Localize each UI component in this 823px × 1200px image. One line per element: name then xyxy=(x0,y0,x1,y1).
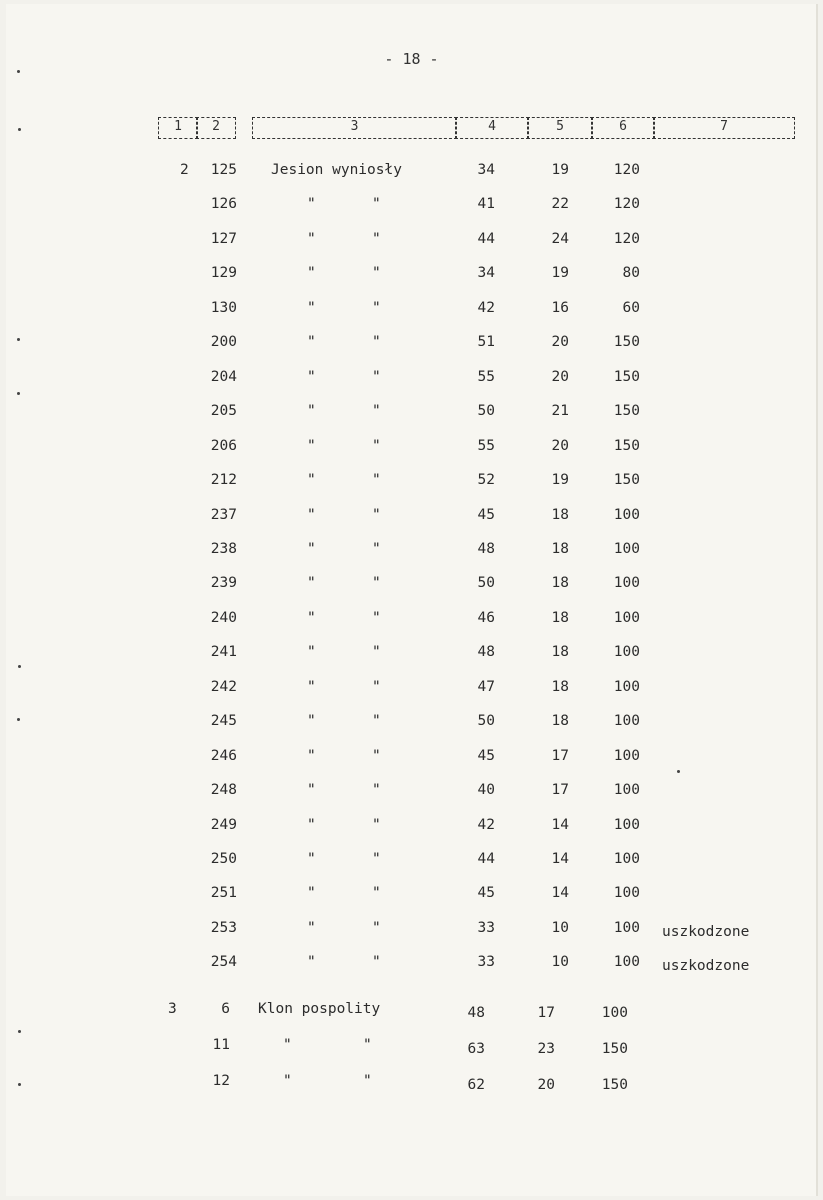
page-number: - 18 - xyxy=(384,50,439,68)
col6-value: 150 xyxy=(613,369,640,385)
col4-value: 50 xyxy=(477,713,495,729)
col4-value: 45 xyxy=(477,748,495,764)
tree-id: 130 xyxy=(210,300,237,316)
column-header-7: 7 xyxy=(653,117,795,139)
ditto-mark: " xyxy=(307,885,316,901)
col4-value: 62 xyxy=(467,1077,485,1093)
col6-value: 120 xyxy=(613,231,640,247)
ditto-mark: " xyxy=(307,713,316,729)
tree-id: 240 xyxy=(210,610,237,626)
ditto-mark: " xyxy=(372,954,381,970)
scan-speck xyxy=(17,392,20,395)
ditto-mark: " xyxy=(372,541,381,557)
col5-value: 23 xyxy=(537,1041,555,1057)
species-name: Jesion wyniosły xyxy=(271,162,402,178)
ditto-mark: " xyxy=(307,231,316,247)
col4-value: 34 xyxy=(477,265,495,281)
col6-value: 100 xyxy=(613,817,640,833)
ditto-mark: " xyxy=(307,438,316,454)
col5-value: 19 xyxy=(551,162,569,178)
col4-value: 42 xyxy=(477,817,495,833)
tree-id: 246 xyxy=(210,748,237,764)
col4-value: 52 xyxy=(477,472,495,488)
col5-value: 14 xyxy=(551,851,569,867)
col6-value: 120 xyxy=(613,162,640,178)
scan-speck xyxy=(677,770,680,773)
ditto-mark: " xyxy=(372,403,381,419)
ditto-mark: " xyxy=(307,575,316,591)
tree-id: 127 xyxy=(210,231,237,247)
column-header-2: 2 xyxy=(196,117,236,139)
col5-value: 21 xyxy=(551,403,569,419)
col4-value: 48 xyxy=(477,541,495,557)
col4-value: 46 xyxy=(477,610,495,626)
tree-id: 249 xyxy=(210,817,237,833)
ditto-mark: " xyxy=(372,300,381,316)
col5-value: 19 xyxy=(551,265,569,281)
col5-value: 17 xyxy=(537,1005,555,1021)
tree-id: 6 xyxy=(221,1001,230,1017)
ditto-mark: " xyxy=(372,748,381,764)
ditto-mark: " xyxy=(307,300,316,316)
col6-value: 100 xyxy=(601,1005,628,1021)
col5-value: 24 xyxy=(551,231,569,247)
col6-value: 150 xyxy=(601,1041,628,1057)
tree-id: 239 xyxy=(210,575,237,591)
col4-value: 48 xyxy=(467,1005,485,1021)
col4-value: 33 xyxy=(477,954,495,970)
column-header-3: 3 xyxy=(252,117,457,139)
ditto-mark: " xyxy=(372,851,381,867)
tree-id: 126 xyxy=(210,196,237,212)
col4-value: 44 xyxy=(477,231,495,247)
col5-value: 19 xyxy=(551,472,569,488)
column-header-1: 1 xyxy=(158,117,198,139)
col5-value: 20 xyxy=(537,1077,555,1093)
col5-value: 17 xyxy=(551,782,569,798)
tree-id: 237 xyxy=(210,507,237,523)
tree-id: 253 xyxy=(210,920,237,936)
remark: uszkodzone xyxy=(662,924,750,940)
scan-speck xyxy=(18,1083,21,1086)
scan-speck xyxy=(18,1030,21,1033)
ditto-mark: " xyxy=(307,748,316,764)
column-header-4: 4 xyxy=(455,117,529,139)
ditto-mark: " xyxy=(372,782,381,798)
ditto-mark: " xyxy=(372,610,381,626)
ditto-mark: " xyxy=(372,507,381,523)
ditto-mark: " xyxy=(307,782,316,798)
tree-id: 206 xyxy=(210,438,237,454)
col4-value: 55 xyxy=(477,438,495,454)
ditto-mark: " xyxy=(372,196,381,212)
ditto-mark: " xyxy=(307,196,316,212)
col6-value: 100 xyxy=(613,644,640,660)
ditto-mark: " xyxy=(372,472,381,488)
ditto-mark: " xyxy=(307,954,316,970)
ditto-mark: " xyxy=(307,265,316,281)
scan-speck xyxy=(17,70,20,73)
scan-speck xyxy=(18,665,21,668)
tree-id: 245 xyxy=(210,713,237,729)
col6-value: 100 xyxy=(613,851,640,867)
tree-id: 254 xyxy=(210,954,237,970)
col4-value: 63 xyxy=(467,1041,485,1057)
col4-value: 45 xyxy=(477,885,495,901)
col5-value: 18 xyxy=(551,507,569,523)
scan-speck xyxy=(17,718,20,721)
tree-id: 11 xyxy=(212,1037,230,1053)
ditto-mark: " xyxy=(372,885,381,901)
tree-id: 250 xyxy=(210,851,237,867)
tree-id: 204 xyxy=(210,369,237,385)
tree-id: 251 xyxy=(210,885,237,901)
col6-value: 80 xyxy=(622,265,640,281)
tree-id: 241 xyxy=(210,644,237,660)
tree-id: 125 xyxy=(210,162,237,178)
ditto-mark: " xyxy=(307,610,316,626)
tree-id: 238 xyxy=(210,541,237,557)
col6-value: 120 xyxy=(613,196,640,212)
group-number: 2 xyxy=(180,162,189,178)
tree-id: 212 xyxy=(210,472,237,488)
column-header-6: 6 xyxy=(591,117,655,139)
col6-value: 100 xyxy=(613,541,640,557)
col5-value: 18 xyxy=(551,575,569,591)
col6-value: 100 xyxy=(613,610,640,626)
col4-value: 40 xyxy=(477,782,495,798)
col6-value: 100 xyxy=(613,679,640,695)
tree-id: 242 xyxy=(210,679,237,695)
ditto-mark: " xyxy=(372,575,381,591)
col5-value: 14 xyxy=(551,885,569,901)
col5-value: 14 xyxy=(551,817,569,833)
ditto-mark: " xyxy=(363,1037,372,1053)
col6-value: 100 xyxy=(613,885,640,901)
tree-id: 12 xyxy=(212,1073,230,1089)
col6-value: 60 xyxy=(622,300,640,316)
col4-value: 33 xyxy=(477,920,495,936)
ditto-mark: " xyxy=(283,1037,292,1053)
ditto-mark: " xyxy=(372,817,381,833)
col6-value: 100 xyxy=(613,713,640,729)
ditto-mark: " xyxy=(372,265,381,281)
col6-value: 150 xyxy=(613,438,640,454)
col4-value: 44 xyxy=(477,851,495,867)
ditto-mark: " xyxy=(372,679,381,695)
col5-value: 18 xyxy=(551,541,569,557)
col6-value: 100 xyxy=(613,507,640,523)
ditto-mark: " xyxy=(372,438,381,454)
ditto-mark: " xyxy=(363,1073,372,1089)
tree-id: 129 xyxy=(210,265,237,281)
ditto-mark: " xyxy=(307,817,316,833)
tree-id: 200 xyxy=(210,334,237,350)
col6-value: 150 xyxy=(613,472,640,488)
scan-speck xyxy=(17,338,20,341)
col4-value: 51 xyxy=(477,334,495,350)
ditto-mark: " xyxy=(307,679,316,695)
ditto-mark: " xyxy=(307,920,316,936)
col5-value: 20 xyxy=(551,334,569,350)
ditto-mark: " xyxy=(283,1073,292,1089)
ditto-mark: " xyxy=(372,334,381,350)
col5-value: 18 xyxy=(551,713,569,729)
scan-speck xyxy=(18,128,21,131)
col6-value: 100 xyxy=(613,954,640,970)
document-page xyxy=(6,4,818,1196)
column-header-5: 5 xyxy=(527,117,593,139)
col5-value: 10 xyxy=(551,920,569,936)
col4-value: 50 xyxy=(477,575,495,591)
col4-value: 55 xyxy=(477,369,495,385)
col6-value: 150 xyxy=(613,334,640,350)
col6-value: 100 xyxy=(613,575,640,591)
ditto-mark: " xyxy=(307,541,316,557)
ditto-mark: " xyxy=(307,472,316,488)
col5-value: 18 xyxy=(551,644,569,660)
ditto-mark: " xyxy=(372,920,381,936)
ditto-mark: " xyxy=(372,644,381,660)
col4-value: 47 xyxy=(477,679,495,695)
ditto-mark: " xyxy=(307,334,316,350)
col6-value: 150 xyxy=(613,403,640,419)
col5-value: 18 xyxy=(551,679,569,695)
col4-value: 45 xyxy=(477,507,495,523)
species-name: Klon pospolity xyxy=(258,1001,381,1017)
col6-value: 150 xyxy=(601,1077,628,1093)
col4-value: 48 xyxy=(477,644,495,660)
ditto-mark: " xyxy=(307,369,316,385)
col5-value: 22 xyxy=(551,196,569,212)
col6-value: 100 xyxy=(613,920,640,936)
ditto-mark: " xyxy=(307,507,316,523)
ditto-mark: " xyxy=(372,713,381,729)
tree-id: 248 xyxy=(210,782,237,798)
ditto-mark: " xyxy=(372,369,381,385)
col5-value: 20 xyxy=(551,369,569,385)
remark: uszkodzone xyxy=(662,958,750,974)
group-number: 3 xyxy=(168,1001,177,1017)
ditto-mark: " xyxy=(372,231,381,247)
ditto-mark: " xyxy=(307,851,316,867)
col5-value: 18 xyxy=(551,610,569,626)
col4-value: 50 xyxy=(477,403,495,419)
ditto-mark: " xyxy=(307,403,316,419)
col4-value: 34 xyxy=(477,162,495,178)
col5-value: 16 xyxy=(551,300,569,316)
col4-value: 41 xyxy=(477,196,495,212)
col6-value: 100 xyxy=(613,748,640,764)
col5-value: 20 xyxy=(551,438,569,454)
tree-id: 205 xyxy=(210,403,237,419)
col6-value: 100 xyxy=(613,782,640,798)
ditto-mark: " xyxy=(307,644,316,660)
col5-value: 17 xyxy=(551,748,569,764)
col5-value: 10 xyxy=(551,954,569,970)
col4-value: 42 xyxy=(477,300,495,316)
